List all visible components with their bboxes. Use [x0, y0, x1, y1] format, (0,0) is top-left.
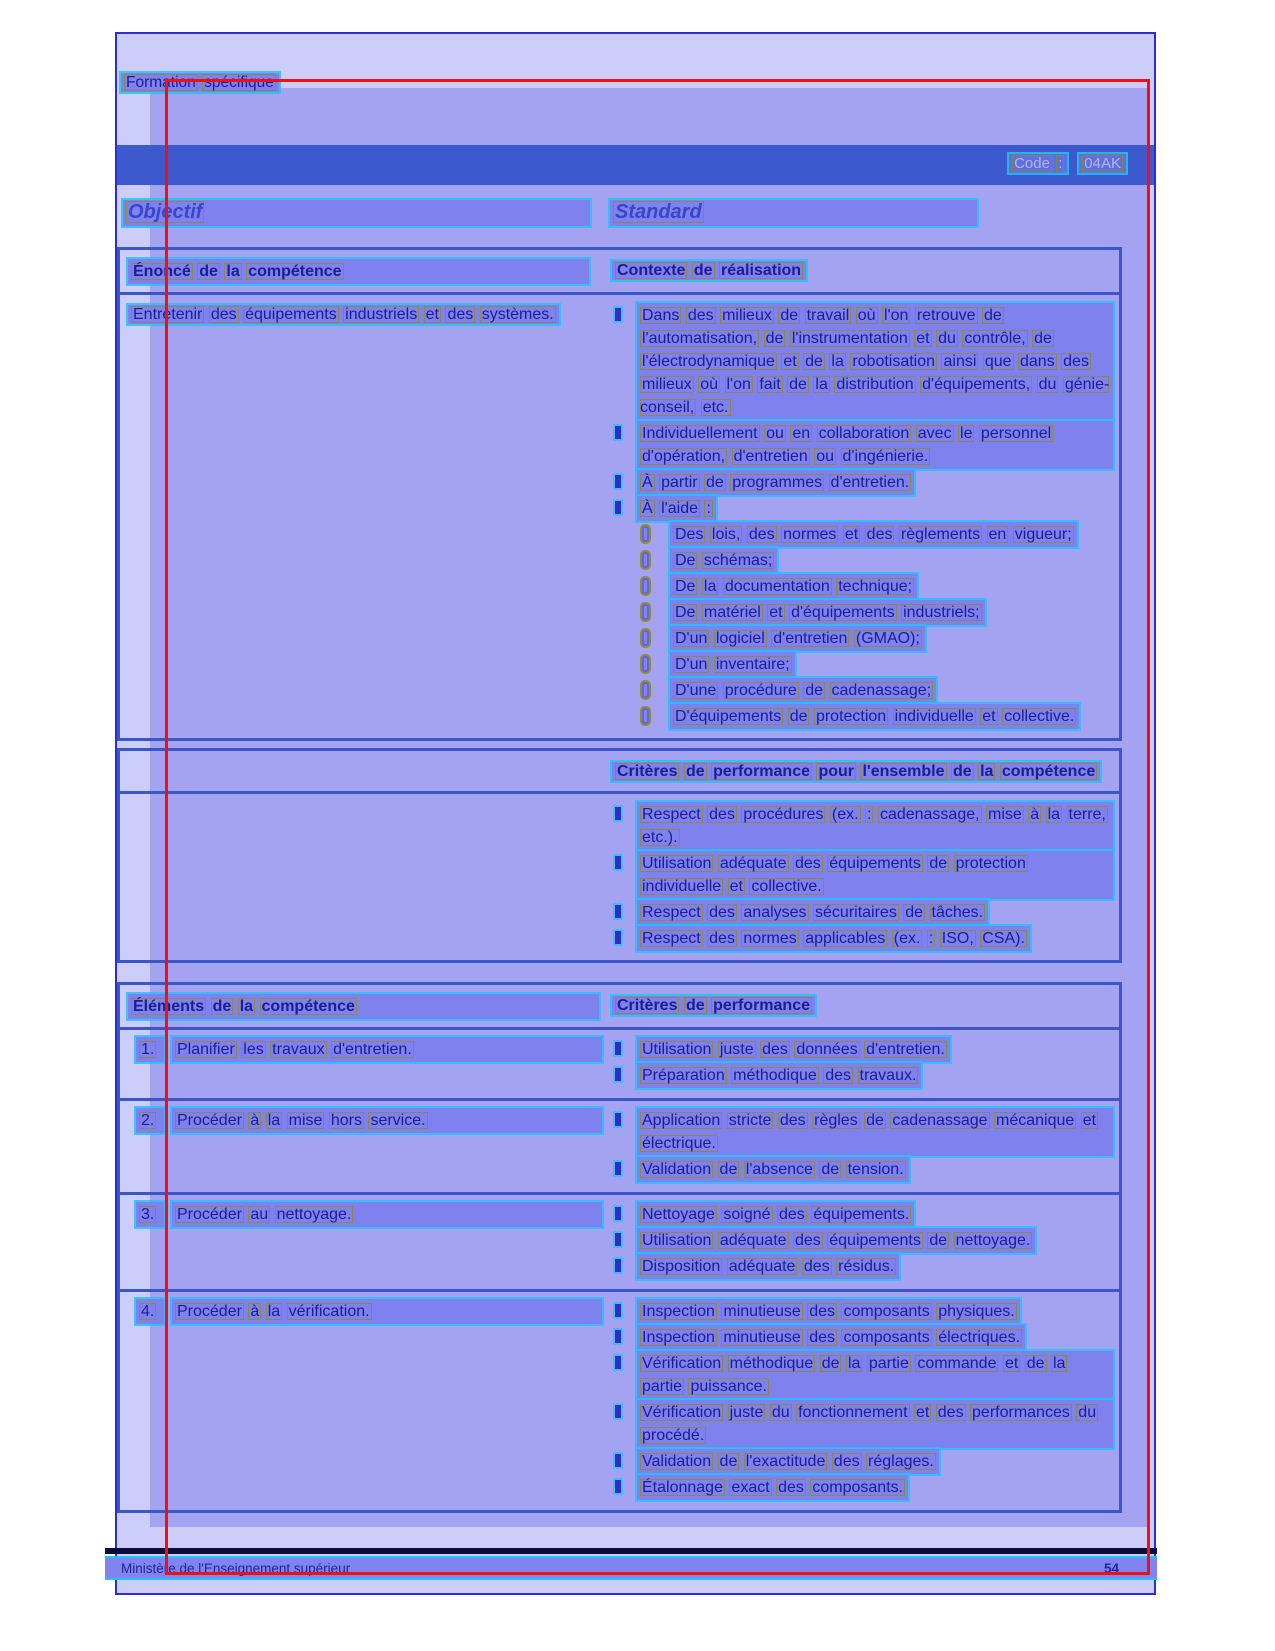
- list-item: [612, 851, 1113, 899]
- list-item: [612, 1202, 1113, 1227]
- criteria-text: Nettoyage soigné des équipements.: [637, 1202, 914, 1227]
- competence-statement: Entretenir des équipements industriels et des systèmes.: [128, 305, 559, 324]
- aide-item-text: Des lois, des normes et des règlements en vigueur;: [670, 522, 1077, 547]
- element-label: Planifier les travaux d'entretien.: [172, 1037, 602, 1062]
- table2-header-row: [120, 751, 1119, 794]
- footer-rule: [105, 1548, 1157, 1554]
- element-row-4: [120, 1289, 1119, 1510]
- aide-item-text: De la documentation technique;: [670, 574, 917, 599]
- bullet-marker-icon: [615, 1113, 621, 1126]
- ensemble-bullet-text: Respect des normes applicables (ex. : ISO, CSA).: [637, 926, 1030, 951]
- footer-ministry-text: Ministère de l'Enseignement supérieur: [121, 1560, 351, 1576]
- list-item: [640, 548, 1113, 573]
- context-bullet-list: [612, 303, 1113, 521]
- element-row-3: [120, 1192, 1119, 1289]
- aide-item-text: D'un logiciel d'entretien (GMAO);: [670, 626, 925, 651]
- dash-bullet-icon: [640, 576, 651, 596]
- code-label: Code :: [1009, 154, 1067, 173]
- context-bullet-text: À l'aide :: [637, 496, 716, 521]
- bullet-marker-icon: [615, 931, 621, 944]
- dash-bullet-icon: [640, 706, 651, 726]
- bullet-marker-icon: [615, 856, 621, 869]
- criteria-text: Inspection minutieuse des composants physiques.: [637, 1299, 1020, 1324]
- bullet-marker-icon: [615, 905, 621, 918]
- criteria-text: Validation de l'exactitude des réglages.: [637, 1449, 939, 1474]
- list-item: [612, 926, 1113, 951]
- table3-header-row: [120, 985, 1119, 1030]
- element-row-1: [120, 1030, 1119, 1098]
- criteria-text: Application stricte des règles de cadenassage mécanique et électrique.: [637, 1108, 1113, 1156]
- bullet-marker-icon: [615, 1454, 621, 1467]
- list-item: [612, 496, 1113, 521]
- code-value: 04AK: [1079, 154, 1126, 173]
- bullet-marker-icon: [615, 1304, 621, 1317]
- heading-standard: [610, 200, 977, 226]
- list-item: [612, 470, 1113, 495]
- table1-col2-header: Contexte de réalisation: [612, 261, 806, 280]
- section-label: [121, 74, 279, 92]
- criteria-list: [612, 1108, 1113, 1182]
- bullet-marker-icon: [615, 1330, 621, 1343]
- table1-col1-header: Énoncé de la compétence: [128, 259, 589, 284]
- criteria-list: [612, 1037, 1113, 1088]
- criteria-text: Inspection minutieuse des composants électriques.: [637, 1325, 1025, 1350]
- list-item: [640, 522, 1113, 547]
- bullet-marker-icon: [615, 308, 621, 321]
- criteria-text: Utilisation adéquate des équipements de nettoyage.: [637, 1228, 1035, 1253]
- aide-item-text: De schémas;: [670, 548, 777, 573]
- heading-objectif: [123, 200, 590, 226]
- list-item: [612, 900, 1113, 925]
- bullet-marker-icon: [615, 1356, 621, 1369]
- ensemble-bullet-list: [612, 802, 1113, 951]
- ensemble-bullet-text: Respect des analyses sécuritaires de tâches.: [637, 900, 988, 925]
- list-item: [640, 678, 1113, 703]
- list-item: [612, 1037, 1113, 1062]
- list-item: [612, 303, 1113, 420]
- aide-item-text: De matériel et d'équipements industriels;: [670, 600, 985, 625]
- bullet-marker-icon: [615, 1233, 621, 1246]
- dash-bullet-icon: [640, 602, 651, 622]
- table-elements-criteres: [117, 982, 1122, 1513]
- table3-col1-header: Éléments de la compétence: [128, 994, 599, 1019]
- element-number: 1.: [136, 1037, 164, 1062]
- ensemble-bullet-text: Respect des procédures (ex. : cadenassage, mise à la terre, etc.).: [637, 802, 1113, 850]
- page-number: 54: [1103, 1560, 1119, 1576]
- section-label-text: Formation spécifique: [121, 73, 279, 92]
- table2-body-row: [120, 794, 1119, 960]
- list-item: [612, 1325, 1113, 1350]
- list-item: [612, 1449, 1113, 1474]
- criteria-text: Vérification méthodique de la partie commande et de la partie puissance.: [637, 1351, 1113, 1399]
- ensemble-bullet-text: Utilisation adéquate des équipements de protection individuelle et collective.: [637, 851, 1113, 899]
- bullet-marker-icon: [615, 426, 621, 439]
- dash-bullet-icon: [640, 524, 651, 544]
- aide-item-text: D'une procédure de cadenassage;: [670, 678, 936, 703]
- aide-item-text: D'un inventaire;: [670, 652, 795, 677]
- list-item: [612, 1108, 1113, 1156]
- criteria-text: Vérification juste du fonctionnement et des performances du procédé.: [637, 1400, 1113, 1448]
- heading-objectif-text: Objectif: [123, 200, 590, 226]
- bullet-marker-icon: [615, 1068, 621, 1081]
- bullet-marker-icon: [615, 1259, 621, 1272]
- aide-item-text: D'équipements de protection individuelle et collective.: [670, 704, 1079, 729]
- table-criteres-ensemble: [117, 748, 1122, 963]
- criteria-text: Disposition adéquate des résidus.: [637, 1254, 899, 1279]
- list-item: [612, 1228, 1113, 1253]
- dash-bullet-icon: [640, 680, 651, 700]
- list-item: [640, 574, 1113, 599]
- list-item: [612, 1063, 1113, 1088]
- element-row-2: [120, 1098, 1119, 1192]
- element-label: Procéder au nettoyage.: [172, 1202, 602, 1227]
- criteria-text: Validation de l'absence de tension.: [637, 1157, 909, 1182]
- element-number: 3.: [136, 1202, 164, 1227]
- dash-bullet-icon: [640, 550, 651, 570]
- list-item: [612, 802, 1113, 850]
- criteria-list: [612, 1202, 1113, 1279]
- table1-header-row: [120, 250, 1119, 295]
- bullet-marker-icon: [615, 475, 621, 488]
- bullet-marker-icon: [615, 1162, 621, 1175]
- bullet-marker-icon: [615, 1480, 621, 1493]
- context-bullet-text: Individuellement ou en collaboration avec le personnel d'opération, d'entretien ou d'ingénierie.: [637, 421, 1113, 469]
- header-bar: [117, 145, 1154, 185]
- bullet-marker-icon: [615, 501, 621, 514]
- context-bullet-text: Dans des milieux de travail où l'on retrouve de l'automatisation, de l'instrumentation et du contrôle, de l'électrodynamique et de la robotisation ainsi que dans des milieux où l'on fait de la distribution d'équipements, du génie-conseil, etc.: [637, 303, 1113, 420]
- list-item: [612, 1299, 1113, 1324]
- element-label: Procéder à la mise hors service.: [172, 1108, 602, 1133]
- element-number: 2.: [136, 1108, 164, 1133]
- bullet-marker-icon: [615, 807, 621, 820]
- table2-header: Critères de performance pour l'ensemble de la compétence: [612, 762, 1100, 781]
- heading-standard-text: Standard: [610, 200, 977, 226]
- bullet-marker-icon: [615, 1207, 621, 1220]
- bullet-marker-icon: [615, 1042, 621, 1055]
- table3-col2-header: Critères de performance: [612, 996, 815, 1015]
- dash-bullet-icon: [640, 628, 651, 648]
- list-item: [612, 421, 1113, 469]
- list-item: [640, 626, 1113, 651]
- list-item: [640, 600, 1113, 625]
- criteria-list: [612, 1299, 1113, 1500]
- criteria-text: Préparation méthodique des travaux.: [637, 1063, 921, 1088]
- list-item: [612, 1351, 1113, 1399]
- list-item: [612, 1157, 1113, 1182]
- list-item: [640, 704, 1113, 729]
- bullet-marker-icon: [615, 1405, 621, 1418]
- code-field: [1009, 154, 1126, 173]
- table-enonce-contexte: [117, 247, 1122, 741]
- criteria-text: Étalonnage exact des composants.: [637, 1475, 908, 1500]
- footer-band: [105, 1556, 1157, 1580]
- aide-sub-list: [612, 522, 1113, 729]
- list-item: [612, 1400, 1113, 1448]
- element-number: 4.: [136, 1299, 164, 1324]
- list-item: [612, 1254, 1113, 1279]
- list-item: [640, 652, 1113, 677]
- dash-bullet-icon: [640, 654, 651, 674]
- element-label: Procéder à la vérification.: [172, 1299, 602, 1324]
- list-item: [612, 1475, 1113, 1500]
- criteria-text: Utilisation juste des données d'entretien.: [637, 1037, 950, 1062]
- context-bullet-text: À partir de programmes d'entretien.: [637, 470, 914, 495]
- table1-body-row: [120, 295, 1119, 738]
